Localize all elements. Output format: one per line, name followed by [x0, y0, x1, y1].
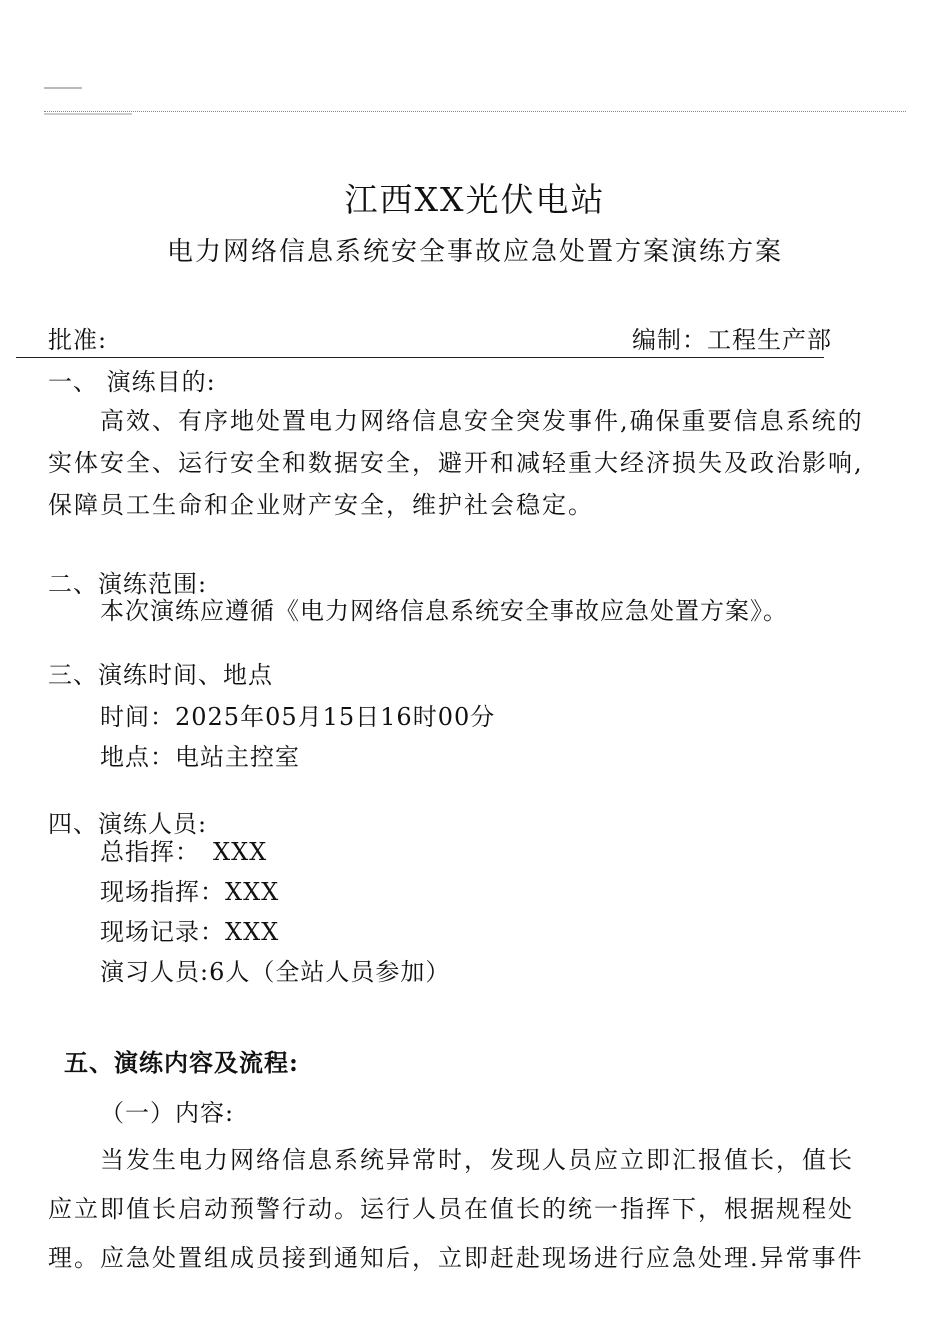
personnel-line: 总指挥： XXX — [100, 838, 268, 866]
personnel-line: 演习人员:6人（全站人员参加） — [100, 958, 451, 986]
section-5-heading: 五、演练内容及流程: — [64, 1048, 299, 1077]
signature-rule — [16, 357, 824, 358]
personnel-line: 现场记录：XXX — [100, 918, 280, 946]
approve-label: 批准: — [48, 326, 108, 354]
header-dotted-line — [44, 111, 906, 112]
header-mark — [44, 87, 82, 89]
section-1-heading: 一、 演练目的: — [48, 368, 216, 396]
section-5-line: 当发生电力网络信息系统异常时，发现人员应立即汇报值长，值长 — [100, 1146, 854, 1174]
personnel-line: 现场指挥：XXX — [100, 878, 280, 906]
header-mark — [44, 113, 132, 115]
section-2-heading: 二、演练范围: — [48, 570, 208, 598]
section-1-line: 实体安全、运行安全和数据安全，避开和减轻重大经济损失及政治影响, — [48, 449, 864, 477]
section-1-line: 保障员工生命和企业财产安全，维护社会稳定。 — [48, 491, 594, 519]
section-3-time: 时间：2025年05月15日16时00分 — [100, 703, 496, 731]
section-5-line: 应立即值长启动预警行动。运行人员在值长的统一指挥下，根据规程处 — [48, 1195, 854, 1223]
document-title: 江西XX光伏电站 — [344, 180, 606, 219]
section-5-subheading: （一）内容: — [100, 1099, 235, 1127]
section-3-heading: 三、演练时间、地点 — [48, 661, 273, 689]
section-1-line: 高效、有序地处置电力网络信息安全突发事件,确保重要信息系统的 — [100, 407, 864, 435]
section-3-place: 地点：电站主控室 — [100, 743, 300, 771]
compile-label: 编制：工程生产部 — [632, 326, 832, 354]
section-5-line: 理。应急处置组成员接到通知后，立即赶赴现场进行应急处理.异常事件 — [48, 1244, 864, 1272]
section-2-line: 本次演练应遵循《电力网络信息系统安全事故应急处置方案》。 — [100, 597, 788, 625]
document-subtitle: 电力网络信息系统安全事故应急处置方案演练方案 — [166, 237, 783, 267]
section-4-heading: 四、演练人员: — [48, 810, 208, 838]
